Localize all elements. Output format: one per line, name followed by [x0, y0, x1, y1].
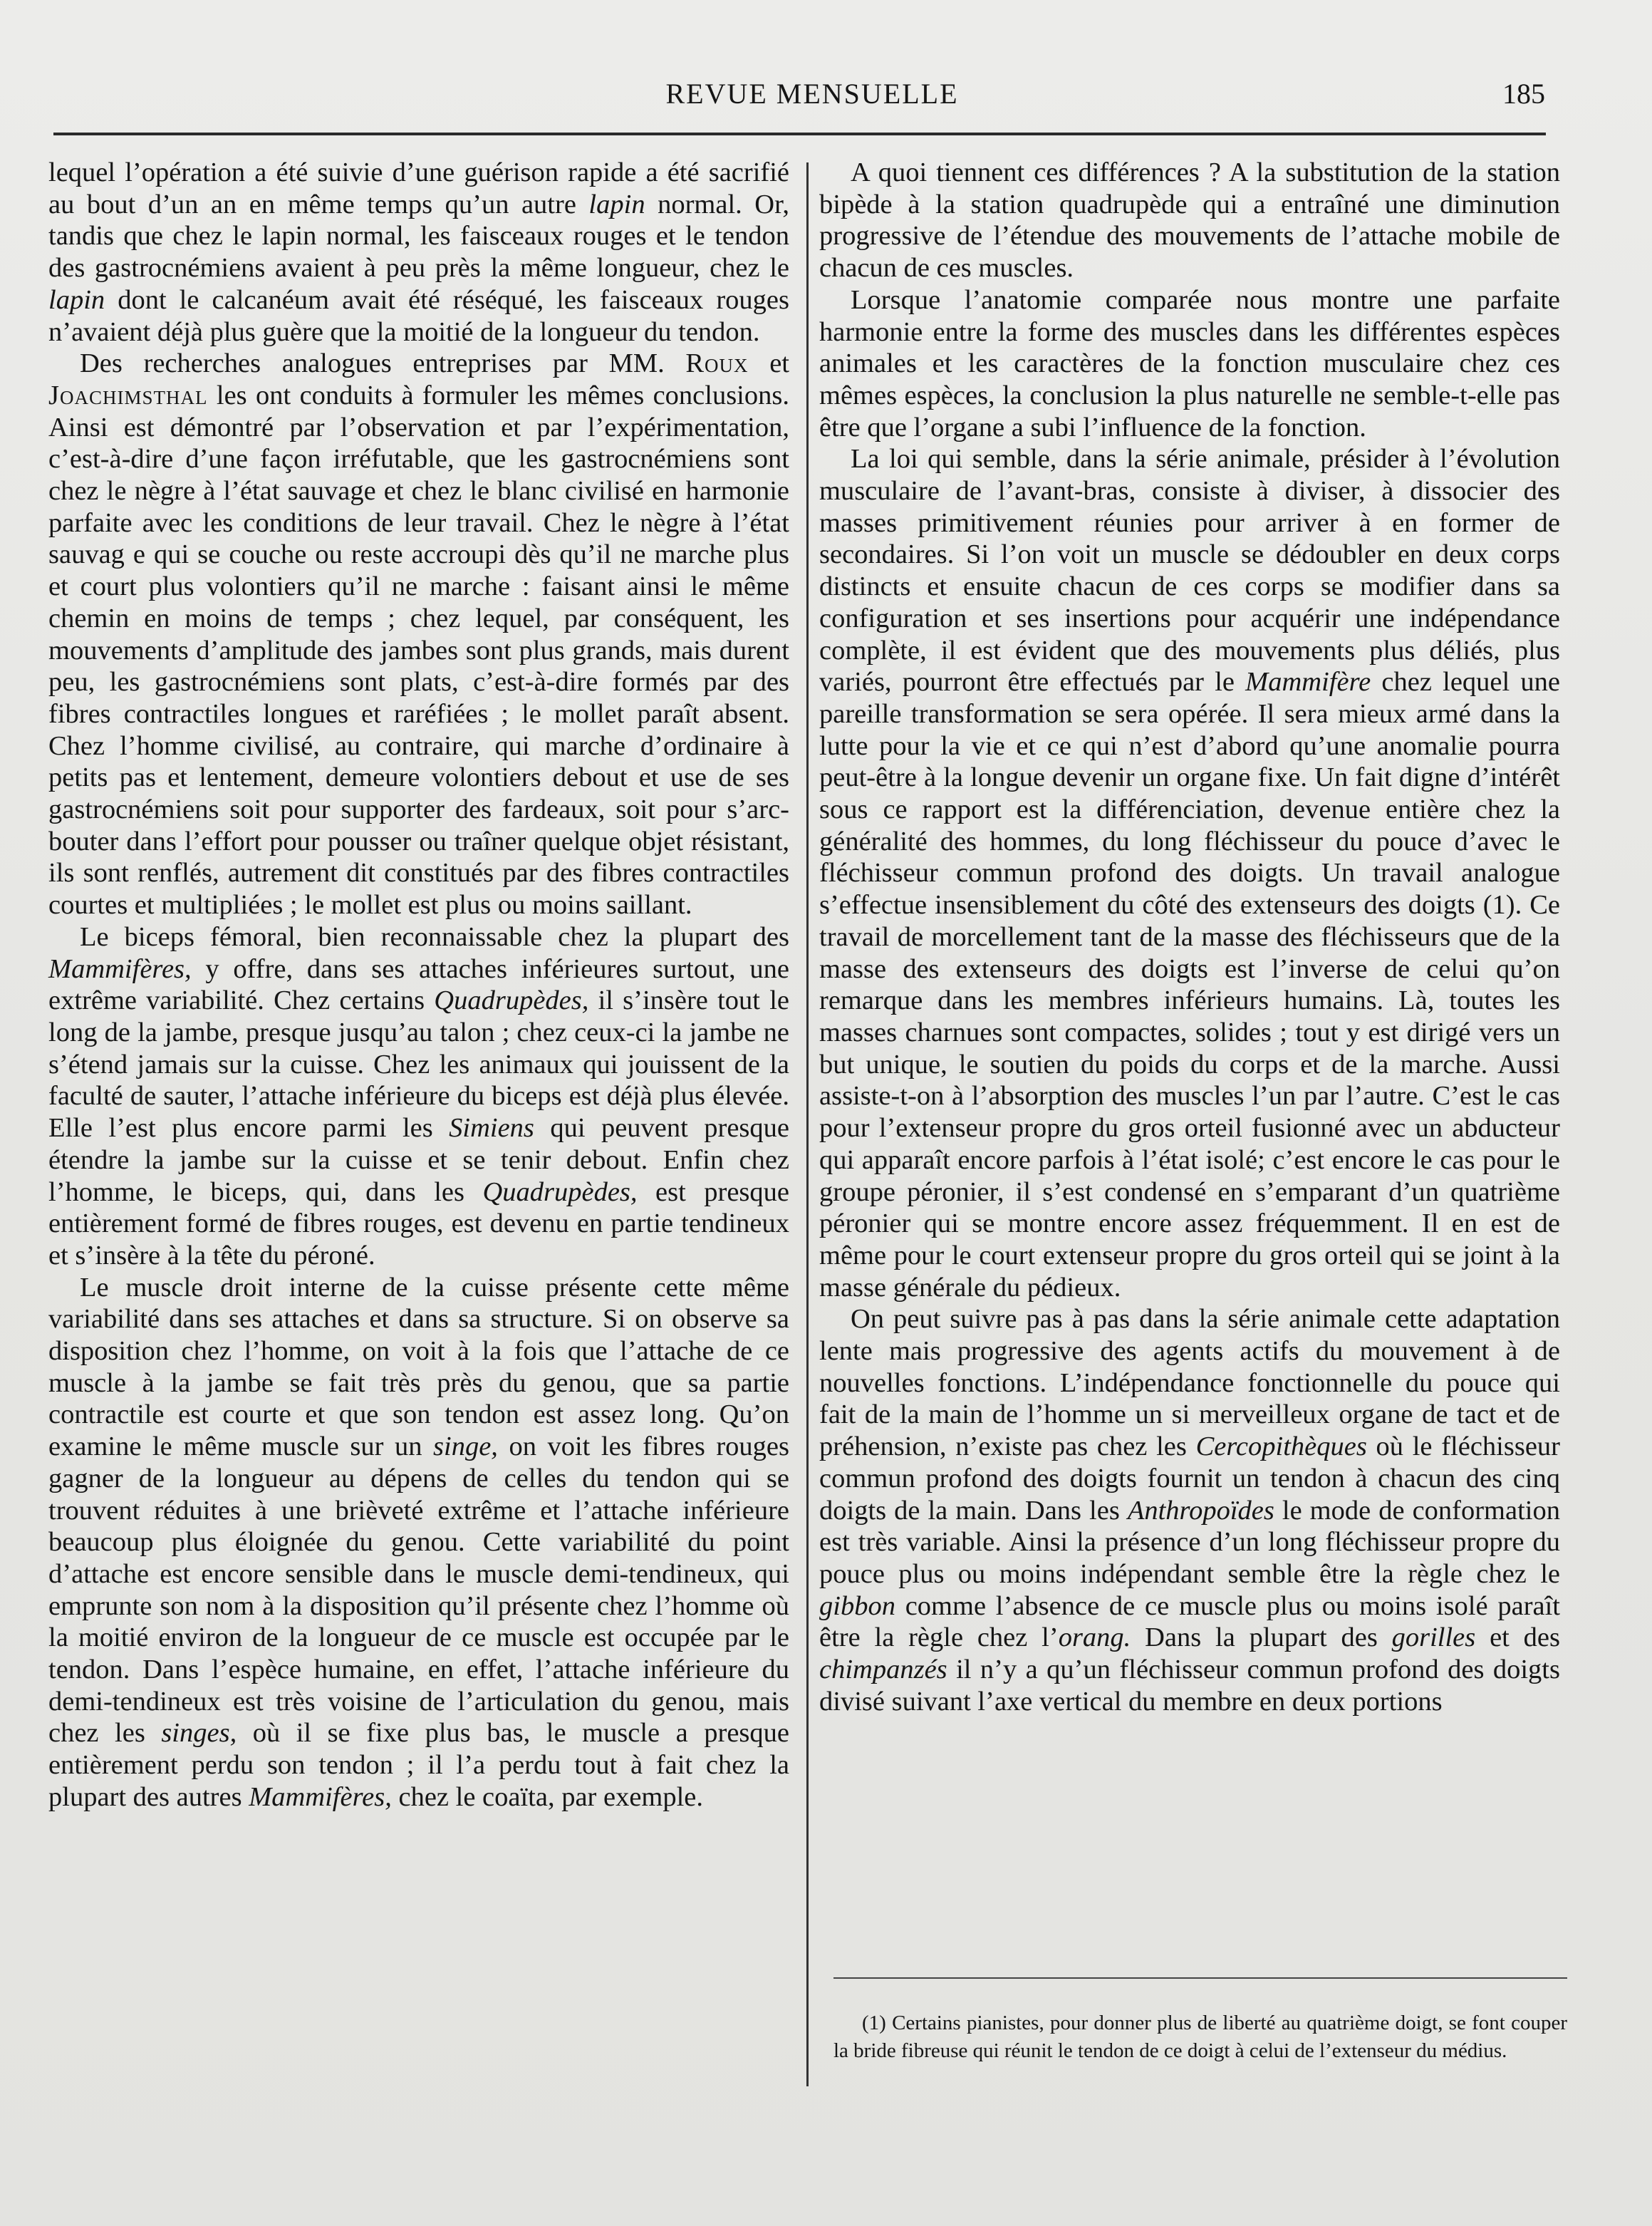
paragraph: Des recherches analogues entreprises par MM. Roux et Joachimsthal les ont conduits à formuler les mêmes conclusions. Ainsi est démontré par l’observation et par l’expérimentation, c’est-à-dire d’une façon irréfutable, que les gastrocnémiens sont chez le nègre à l’état sauvage et chez le blanc civilisé en harmonie parfaite avec les conditions de leur travail. Chez le nègre à l’état sauvag e qui se couche ou reste accroupi dès qu’il ne marche plus et court plus volontiers qu’il ne marche : faisant ainsi le même chemin en moins de temps ; chez lequel, par conséquent, les mouvements d’amplitude des jambes sont plus grands, mais durent peu, les gastrocnémiens sont plats, c’est-à-dire formés par des fibres contractiles longues et raréfiées ; le mollet paraît absent. Chez l’homme civilisé, au contraire, qui marche d’ordinaire à petits pas et lentement, demeure volontiers debout et use de ses gastrocnémiens soit pour supporter des fardeaux, soit pour s’arc-bouter dans l’effort pour pousser ou traîner quelque objet résistant, ils sont renflés, autrement dit constitués par des fibres contractiles courtes et multipliées ; le mollet est plus ou moins saillant. — [48, 348, 789, 921]
author-name: Roux — [685, 348, 749, 379]
footnote — [833, 2009, 1567, 2065]
paragraph: Lorsque l’anatomie comparée nous montre une parfaite harmonie entre la forme des muscles dans les différentes espèces animales et les caractères de la fonction musculaire chez ces mêmes espèces, la conclusion la plus naturelle ne semble-t-elle pas être que l’organe a subi l’influence de la fonction. — [819, 284, 1560, 442]
author-name: Joachimsthal — [48, 380, 208, 410]
paragraph: Le biceps fémoral, bien reconnaissable chez la plupart des Mammifères, y offre, dans ses attaches inférieures surtout, une extrême variabilité. Chez certains Quadrupèdes, il s’insère tout le long de la jambe, presque jusqu’au talon ; chez ceux-ci la jambe ne s’étend jamais sur la cuisse. Chez les animaux qui jouissent de la faculté de sauter, l’attache inférieure du biceps est déjà plus élevée. Elle l’est plus encore parmi les Simiens qui peuvent presque étendre la jambe sur la cuisse et se tenir debout. Enfin chez l’homme, le biceps, qui, dans les Quadrupèdes, est presque entièrement formé de fibres rouges, est devenu en partie tendineux et s’insère à la tête du péroné. — [48, 921, 789, 1270]
page-number: 185 — [1502, 78, 1545, 110]
right-column — [819, 157, 1560, 1717]
header-rule — [53, 133, 1546, 135]
paragraph: lequel l’opération a été suivie d’une guérison rapide a été sacrifié au bout d’un an en même temps qu’un autre lapin normal. Or, tandis que chez le lapin normal, les faisceaux rouges et le tendon des gastrocnémiens avaient à peu près la même longueur, chez le lapin dont le calcanéum avait été réséqué, les faisceaux rouges n’avaient déjà plus guère que la moitié de la longueur du tendon. — [48, 157, 789, 347]
footnote-text: (1) Certains pianistes, pour donner plus de liberté au quatrième doigt, se font couper la bride fibreuse qui réunit le tendon de ce doigt à celui de l’extenseur du médius. — [833, 2012, 1567, 2062]
left-column — [48, 157, 789, 1813]
paragraph: On peut suivre pas à pas dans la série animale cette adaptation lente mais progressive des agents actifs du mouvement à de nouvelles fonctions. L’indépendance fonctionnelle du pouce qui fait de la main de l’homme un si merveilleux organe de tact et de préhension, n’existe pas chez les Cercopithèques où le fléchisseur commun profond des doigts fournit un tendon à chacun des cinq doigts de la main. Dans les Anthropoïdes le mode de conformation est très variable. Ainsi la présence d’un long fléchisseur propre du pouce plus ou moins indépendant semble être la règle chez le gibbon comme l’absence de ce muscle plus ou moins isolé paraît être la règle chez l’orang. Dans la plupart des gorilles et des chimpanzés il n’y a qu’un fléchisseur commun profond des doigts divisé suivant l’axe vertical du membre en deux portions — [819, 1304, 1560, 1717]
footnote-rule — [833, 1977, 1567, 1979]
paragraph: A quoi tiennent ces différences ? A la substitution de la station bipède à la station quadrupède qui a entraîné une diminution progressive de l’étendue des mouvements de l’attache mobile de chacun de ces muscles. — [819, 157, 1560, 284]
column-divider — [806, 162, 809, 2086]
paragraph: La loi qui semble, dans la série animale, présider à l’évolution musculaire de l’avant-bras, consiste à diviser, à dissocier des masses primitivement réunies pour arriver à en former de secondaires. Si l’on voit un muscle se dédoubler en deux corps distincts et ensuite chacun de ces corps se modifier dans sa configuration et ses insertions pour acquérir une indépendance complète, il est évident que des mouvements plus déliés, plus variés, pourront être effectués par le Mammifère chez lequel une pareille transformation se sera opérée. Il sera mieux armé dans la lutte pour la vie et ce qui n’est d’abord qu’une anomalie pourra peut-être à la longue devenir un organe fixe. Un fait digne d’intérêt sous ce rapport est la différenciation, devenue entière chez la généralité des hommes, du long fléchisseur du pouce d’avec le fléchisseur commun profond des doigts. Un travail analogue s’effectue insensiblement du côté des extenseurs des doigts (1). Ce travail de morcellement tant de la masse des fléchisseurs que de la masse des extenseurs des doigts est l’inverse de celui qu’on remarque dans les membres inférieurs humains. Là, toutes les masses charnues sont compactes, solides ; tout y est dirigé vers un but unique, le soutien du poids du corps et de la marche. Aussi assiste-t-on à l’absorption des muscles l’un par l’autre. C’est le cas pour l’extenseur propre du gros orteil fusionné avec un abducteur qui apparaît encore parfois à l’état isolé; c’est encore le cas pour le groupe péronier, il s’est condensé en s’emparant d’un quatrième péronier qui se montre encore assez fréquemment. Il en est de même pour le court extenseur propre du gros orteil qui se joint à la masse générale du pédieux. — [819, 444, 1560, 1303]
paragraph: Le muscle droit interne de la cuisse présente cette même variabilité dans ses attaches et dans sa structure. Si on observe sa disposition chez l’homme, on voit à la fois que l’attache de ce muscle à la jambe se fait très près du genou, que sa partie contractile est courte et que son tendon est assez long. Qu’on examine le même muscle sur un singe, on voit les fibres rouges gagner de la longueur au dépens de celles du tendon qui se trouvent réduites à une brièveté extrême et l’attache inférieure beaucoup plus éloignée du genou. Cette variabilité du point d’attache est encore sensible dans le muscle demi-tendineux, qui emprunte son nom à la disposition qu’il présente chez l’homme où la moitié environ de la longueur de ce muscle est occupée par le tendon. Dans l’espèce humaine, en effet, l’attache inférieure du demi-tendineux est très voisine de l’articulation du genou, mais chez les singes, où il se fixe plus bas, le muscle a presque entièrement perdu son tendon ; il l’a perdu tout à fait chez la plupart des autres Mammifères, chez le coaïta, par exemple. — [48, 1272, 789, 1812]
running-title: REVUE MENSUELLE — [665, 78, 959, 110]
